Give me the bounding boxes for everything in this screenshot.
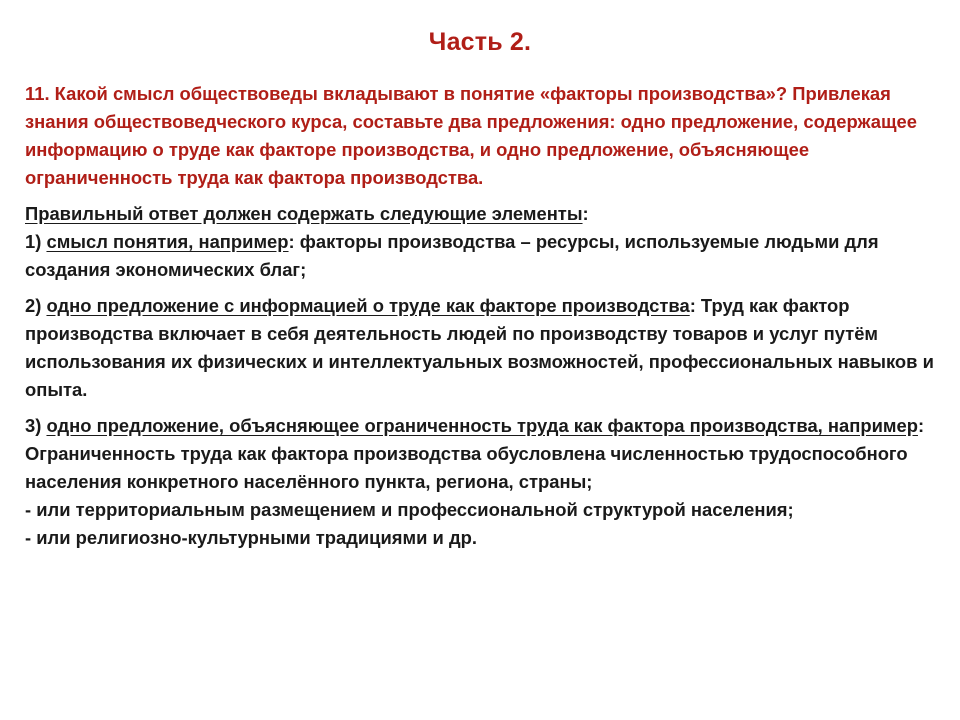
answer-item-text: : Ограниченность труда как фактора производства обусловлена численностью трудоспособного населения конкретного населённого пункта, региона, страны; bbox=[25, 415, 925, 492]
answer-item-heading: смысл понятия, например bbox=[46, 231, 289, 252]
answer-item-2 bbox=[25, 292, 940, 404]
answer-item-number: 3) bbox=[25, 415, 47, 436]
answer-intro bbox=[25, 200, 940, 228]
extra-line-2: - или религиозно-культурными традициями и др. bbox=[25, 527, 477, 548]
answer-item-3 bbox=[25, 412, 940, 496]
slide-content bbox=[25, 80, 940, 552]
answer-item-text: : Труд как фактор производства включает в себя деятельность людей по производству товаров и услуг путём использования их физических и интеллектуальных возможностей, профессиональных навыков и опыта. bbox=[25, 295, 934, 400]
answer-item-heading: одно предложение, объясняющее ограниченность труда как фактора производства, например bbox=[46, 415, 918, 436]
extra-line-1: - или территориальным размещением и профессиональной структурой населения; bbox=[25, 499, 794, 520]
answer-item-1 bbox=[25, 228, 940, 284]
answer-item-text: : факторы производства – ресурсы, используемые людьми для создания экономических благ; bbox=[25, 231, 879, 280]
slide-title: Часть 2. bbox=[428, 28, 532, 56]
answer-item-number: 1) bbox=[25, 231, 47, 252]
answer-item-heading: одно предложение с информацией о труде как факторе производства bbox=[46, 295, 690, 316]
answer-intro-colon: : bbox=[582, 203, 589, 224]
answer-item-number: 2) bbox=[25, 295, 47, 316]
answer-intro-label: Правильный ответ должен содержать следующие элементы bbox=[25, 203, 583, 224]
question-text: 11. Какой смысл обществоведы вкладывают в понятие «факторы производства»? Привлекая знания обществоведческого курса, составьте два предложения: одно предложение, содержащее информацию о труде как факторе производства, и одно предложение, объясняющее ограниченность труда как фактора производства. bbox=[25, 83, 917, 188]
